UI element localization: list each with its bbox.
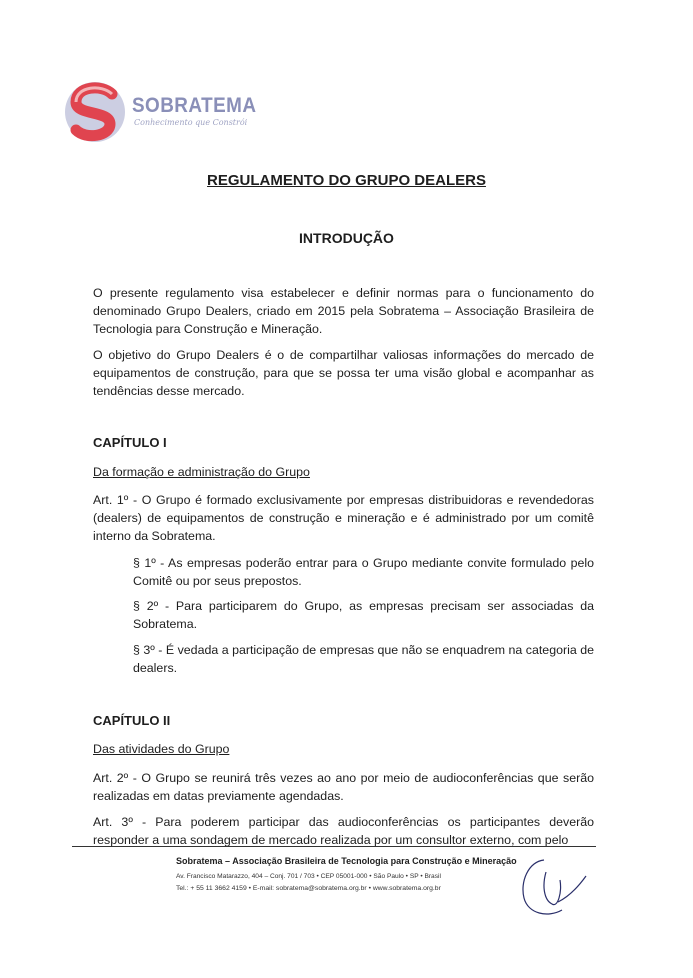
intro-heading: INTRODUÇÃO xyxy=(299,230,394,246)
intro-paragraph-2: O objetivo do Grupo Dealers é o de compartilhar valiosas informações do mercado de equipamentos de construção, para que se possa ter uma visão global e acompanhar as tendências desse mercado. xyxy=(93,348,594,398)
article-1-paragraph-1: § 1º - As empresas poderão entrar para o Grupo mediante convite formulado pelo Comitê ou por seus prepostos. xyxy=(133,556,594,588)
sobratema-logo xyxy=(62,78,257,148)
logo-name: SOBRATEMA xyxy=(132,94,257,117)
article-3: Art. 3º - Para poderem participar das audioconferências os participantes deverão responder a uma sondagem de mercado realizada por um consultor externo, com pelo xyxy=(93,815,594,847)
page-title: REGULAMENTO DO GRUPO DEALERS xyxy=(207,172,486,189)
footer-contact: Tel.: + 55 11 3662 4159 • E-mail: sobratema@sobratema.org.br • www.sobratema.org.br xyxy=(176,885,441,892)
chapter-1-section: Da formação e administração do Grupo xyxy=(93,465,310,479)
footer-address: Av. Francisco Matarazzo, 404 – Conj. 701 / 703 • CEP 05001-000 • São Paulo • SP • Brasil xyxy=(176,873,441,880)
article-2: Art. 2º - O Grupo se reunirá três vezes ao ano por meio de audioconferências que serão realizadas em datas previamente agendadas. xyxy=(93,771,594,803)
article-1-paragraph-2: § 2º - Para participarem do Grupo, as empresas precisam ser associadas da Sobratema. xyxy=(133,599,594,631)
logo-s-icon xyxy=(64,80,126,144)
article-1: Art. 1º - O Grupo é formado exclusivamente por empresas distribuidoras e revendedoras (dealers) de equipamentos de construção e mineração e é administrado por um comitê interno da Sobratema. xyxy=(93,493,594,543)
chapter-2-heading: CAPÍTULO II xyxy=(93,713,171,728)
footer-divider xyxy=(72,846,596,847)
logo-tagline: Conhecimento que Constrói xyxy=(134,118,248,127)
intro-paragraph-1: O presente regulamento visa estabelecer e definir normas para o funcionamento do denominado Grupo Dealers, criado em 2015 pela Sobratema – Associação Brasileira de Tecnologia para Construção e Mineração. xyxy=(93,286,594,336)
footer-organization: Sobratema – Associação Brasileira de Tecnologia para Construção e Mineração xyxy=(176,856,517,866)
chapter-2-section: Das atividades do Grupo xyxy=(93,742,230,756)
handwritten-signature xyxy=(514,852,594,924)
article-1-paragraph-3: § 3º - É vedada a participação de empresas que não se enquadrem na categoria de dealers. xyxy=(133,643,594,675)
chapter-1-heading: CAPÍTULO I xyxy=(93,435,167,450)
